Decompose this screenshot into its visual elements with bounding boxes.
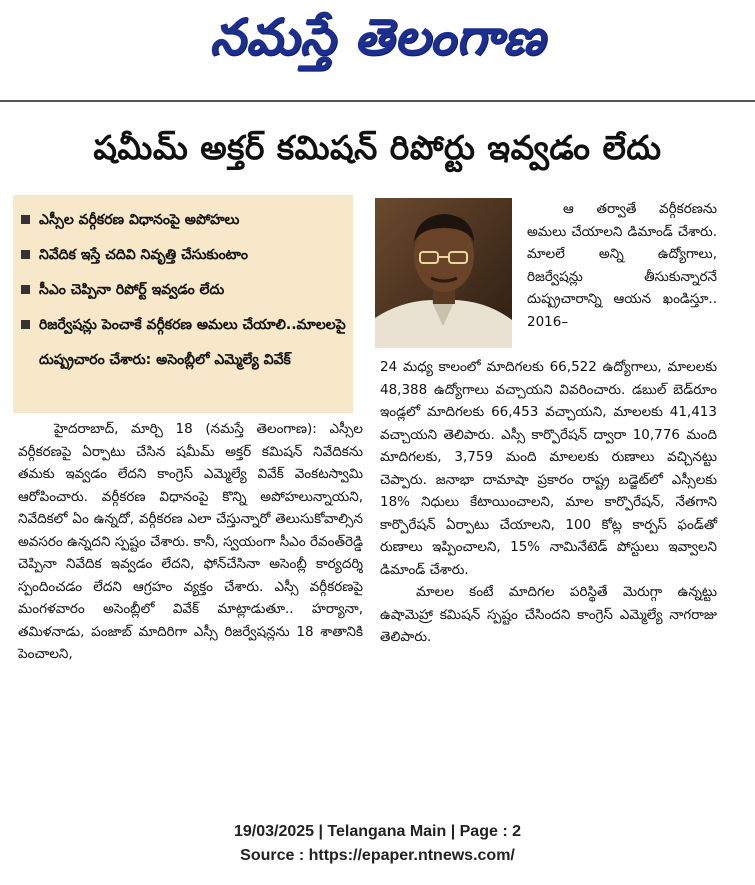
newspaper-logo: నమస్తే తెలంగాణ xyxy=(209,8,546,66)
mla-photo xyxy=(375,198,512,348)
portrait-image xyxy=(375,198,512,348)
highlight-item: సీఎం చెప్పినా రిపోర్ట్ ఇవ్వడం లేదు xyxy=(21,273,347,308)
article-paragraph: హైదరాబాద్, మార్చి 18 (నమస్తే తెలంగాణ): ఎస్సీల వర్గీకరణపై ఏర్పాటు చేసిన షమీమ్ అక్తర్ కమిషన్ నివేదికను తమకు ఇవ్వడం లేదని కాంగ్రెస్ ఎమ్మెల్యే వివేక్ వెంకటస్వామి ఆరోపించారు. వర్గీకరణ విధానంపై కొన్ని అపోహలున్నాయని, నివేదికలో ఏం ఉన్నదో, వర్గీకరణ ఎలా చేస్తున్నారో తెలుసుకోవాల్సిన అవసరం ఉన్నదని స్పష్టం చేశారు. కానీ, స్వయంగా సీఎం రేవంత్‌రెడ్డి చెప్పినా నివేదిక ఇవ్వడం లేదని, ఫోన్‌చేసినా అసెంబ్లీ కార్యదర్శి స్పందించడం లేదని ఆగ్రహం వ్యక్తం చేశారు. ఎస్సీ వర్గీకరణపై మంగళవారం అసెంబ్లీలో వివేక్ మాట్లాడుతూ.. హర్యానా, తమిళనాడు, పంజాబ్ మాదిరిగా ఎస్సీ రిజర్వేషన్లను 18 శాతానికి పెంచాలని, xyxy=(18,421,363,662)
article-paragraph: మాలల కంటే మాదిగల పరిస్థితే మెరుగ్గా ఉన్నట్టు ఉషామెహ్రా కమిషన్ స్పష్టం చేసిందని కాంగ్రెస్ ఎమ్మెల్యే నాగరాజు తెలిపారు. xyxy=(380,584,717,645)
article-column-right xyxy=(380,356,717,649)
highlight-item: నివేదిక ఇస్తే చదివి నివృత్తి చేసుకుంటాం xyxy=(21,238,347,273)
square-bullet-icon xyxy=(21,250,30,259)
article-paragraph: 24 మధ్య కాలంలో మాదిగలకు 66,522 ఉద్యోగాలు, మాలలకు 48,388 ఉద్యోగాలు వచ్చాయని వివరించారు. డబుల్ బెడ్‌రూం ఇండ్లలో మాదిగలకు 66,453 వచ్చాయని, మాలలకు 41,413 వచ్చాయని తెలిపారు. ఎస్సీ కార్పొరేషన్ ద్వారా 10,776 మంది మాదిగలకు, 3,759 మంది మాలలకు రుణాలు వచ్చినట్టు చెప్పారు. జనాభా దామాషా ప్రకారం రాష్ట్ర బడ్జెట్‌లో ఎస్సీలకు 18% నిధులు కేటాయించాలని, మాల కార్పొరేషన్, నేతగాని కార్పొరేషన్ ఏర్పాటు చేయాలని, 100 కోట్ల కార్పస్ ఫండ్‌తో రుణాలు ఇప్పించాలని, 15% నామినేటెడ్ పోస్టులు ఇవ్వాలని డిమాండ్ చేశారు. xyxy=(380,359,717,578)
square-bullet-icon xyxy=(21,320,30,329)
source-link[interactable]: Source : https://epaper.ntnews.com/ xyxy=(240,847,515,864)
article-paragraph: ఆ తర్వాతే వర్గీకరణను అమలు చేయాలని డిమాండ్ చేశారు. మాలలే అన్ని ఉద్యోగాలు, రిజర్వేషన్లు తీసుకున్నారనే దుష్ప్రచారాన్ని ఆయన ఖండిస్తూ.. 2016– xyxy=(527,201,717,330)
highlight-item: ఎస్సీల వర్గీకరణ విధానంపై అపోహలు xyxy=(21,203,347,238)
article-column-left xyxy=(18,418,363,666)
square-bullet-icon xyxy=(21,215,30,224)
edition-info: 19/03/2025 | Telangana Main | Page : 2 xyxy=(233,823,521,840)
masthead-divider xyxy=(0,100,755,102)
highlights-box xyxy=(13,195,353,413)
masthead xyxy=(0,0,755,100)
page-footer xyxy=(0,820,755,868)
square-bullet-icon xyxy=(21,285,30,294)
article-column-right-top xyxy=(527,198,717,333)
article-headline: షమీమ్ అక్తర్ కమిషన్ రిపోర్టు ఇవ్వడం లేదు xyxy=(93,128,662,167)
highlight-item: రిజర్వేషన్లు పెంచాకే వర్గీకరణ అమలు చేయాలి..మాలలపై దుష్ప్రచారం చేశారు: అసెంబ్లీలో ఎమ్మెల్యే వివేక్ xyxy=(21,308,347,378)
